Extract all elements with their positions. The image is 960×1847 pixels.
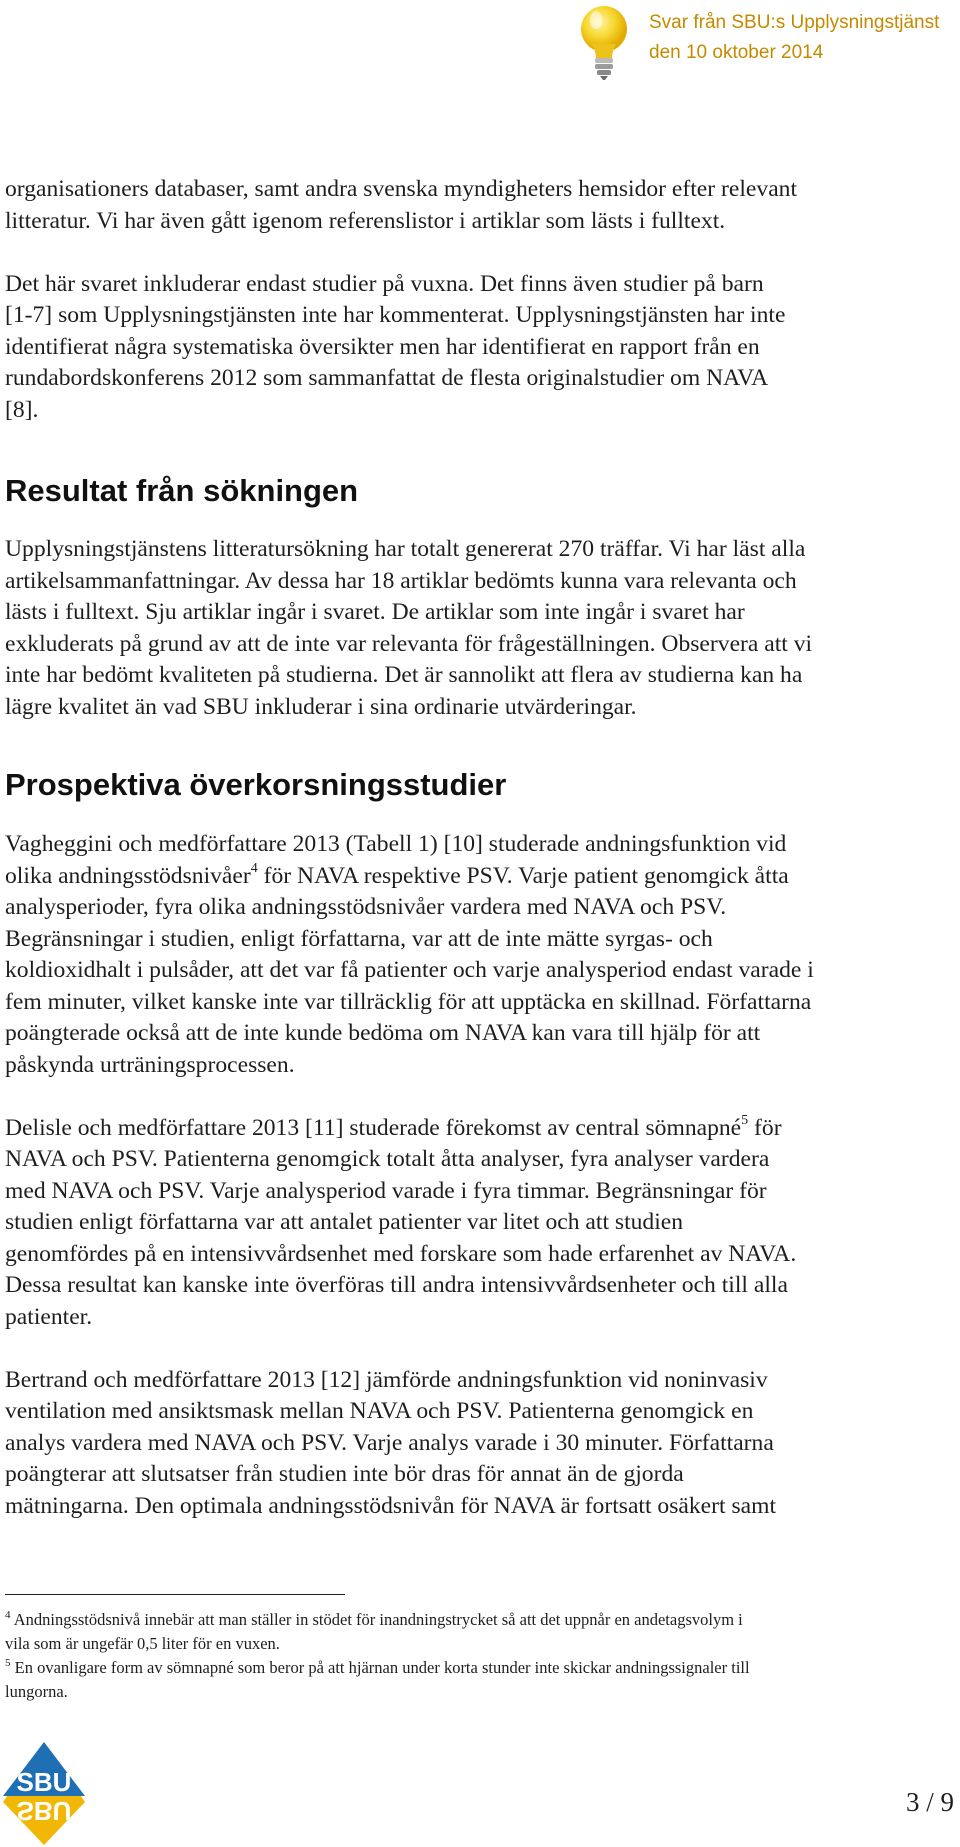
prospective-paragraph-3: Bertrand och medförfattare 2013 [12] jämförde andningsfunktion vid noninvasiv ventilation med ansiktsmask mellan NAVA och PSV. Patienterna genomgick en analys vardera med NAVA och PSV. Varje analys varade i 30 minuter. Författarna poängterar att slutsatser från studien inte bör dras för annat än de gjorda mätningarna. Den optimala andningsstödsnivån för NAVA är fortsatt osäkert samt (5, 1366, 777, 1519)
header-line-2: den 10 oktober 2014 (649, 42, 824, 63)
page-header (0, 0, 960, 95)
footnote-5-continuation: lungorna. (5, 1682, 68, 1701)
prospective-paragraph-1: Vagheggini och medförfattare 2013 (Tabell 1) [10] studerade andningsfunktion vid olika andningsstödsnivåer$^4$ för NAVA respektive PSV. Varje patient genomgick åtta analysperioder, fyra olika andningsstödsnivåer vardera med NAVA och PSV. Begränsningar i studien, enligt författarna, var att de inte mätte syrgas- och koldioxidhalt i pulsåder, att det var få patienter och varje analysperiod endast varade i fem minuter, vilket kanske inte var tillräcklig för att upptäcka en skillnad. Författarna poängterade också att de inte kunde bedöma om NAVA kan vara till hjälp för att påskynda urträningsprocessen. (5, 831, 814, 1078)
intro-paragraph-1: organisationers databaser, samt andra svenska myndigheters hemsidor efter relevant litteratur. Vi har även gått igenom referenslistor i artiklar som lästs i fulltext. (5, 176, 798, 234)
sbu-logo (2, 1740, 87, 1847)
page-number: 3 / 9 (905, 1787, 954, 1817)
svg-text:SBU: SBU (16, 1796, 72, 1826)
footnote-5: $^5$ En ovanligare form av sömnapné som beror på att hjärnan under korta stunder inte skickar andningssignaler till (5, 1656, 750, 1677)
footnote-divider (5, 1594, 345, 1595)
svg-text:SBU: SBU (16, 1767, 72, 1797)
footnotes (5, 1608, 955, 1704)
footnote-ref-4[interactable]: 4 (250, 860, 258, 876)
footnote-4: $^4$ Andningsstödsnivå innebär att man ställer in stödet för inandningstrycket så att det uppnår en andetagsvolym i (5, 1608, 743, 1629)
results-paragraph: Upplysningstjänstens litteratursökning har totalt genererat 270 träffar. Vi har läst alla artikelsammanfattningar. Av dessa har 18 artiklar bedömts kunna vara relevanta och lästs i fulltext. Sju artiklar ingår i svaret. De artiklar som inte ingår i svaret har exkluderats på grund av att de inte var relevanta för frågeställningen. Observera att vi inte har bedömt kvaliteten på studierna. Det är sannolikt att flera av studierna kan ha lägre kvalitet än vad SBU inkluderar i sina ordinarie utvärderingar. (5, 536, 813, 720)
section-heading-prospective: Prospektiva överkorsningsstudier (5, 767, 507, 802)
lightbulb-icon (574, 2, 634, 82)
header-line-1: Svar från SBU:s Upplysningstjänst (649, 12, 940, 33)
prospective-paragraph-2: Delisle och medförfattare 2013 [11] studerade förekomst av central sömnapné$^5$ för NAVA och PSV. Patienterna genomgick totalt åtta analyser, fyra analyser vardera med NAVA och PSV. Varje analysperiod varade i fyra timmar. Begränsningar för studien enligt författarna var att antalet patienter var litet och att studien genomfördes på en intensivvårdsenhet med forskare som hade erfarenhet av NAVA. Dessa resultat kan kanske inte överföras till andra intensivvårdsenheter och till alla patienter. (5, 1112, 797, 1330)
footnote-ref-5[interactable]: 5 (741, 1112, 749, 1128)
header-title (649, 8, 949, 68)
document-body (5, 174, 955, 1522)
section-heading-results: Resultat från sökningen (5, 473, 359, 508)
footnote-4-continuation: vila som är ungefär 0,5 liter för en vuxen. (5, 1634, 280, 1653)
intro-paragraph-2: Det här svaret inkluderar endast studier på vuxna. Det finns även studier på barn [1-7] som Upplysningstjänsten inte har kommenterat. Upplysningstjänsten har inte identifierat några systematiska översikter men har identifierat en rapport från en rundabordskonferens 2012 som sammanfattat de flesta originalstudier om NAVA [8]. (5, 270, 786, 423)
